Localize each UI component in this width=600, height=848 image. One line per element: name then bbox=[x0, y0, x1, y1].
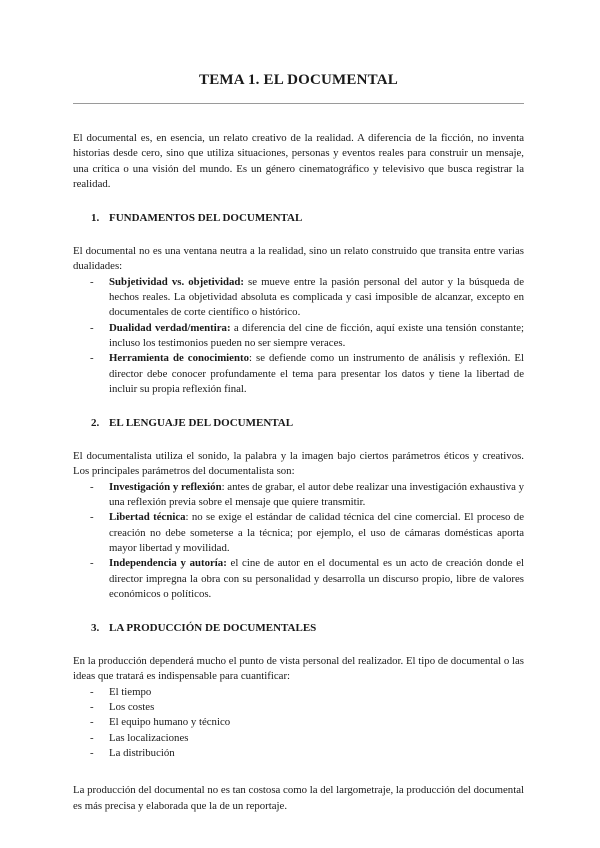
list-item-term: Subjetividad vs. objetividad: bbox=[109, 275, 244, 288]
bullet-list bbox=[73, 275, 524, 397]
list-item-term: Dualidad verdad/mentira: bbox=[109, 321, 231, 334]
list-item-term: Investigación y reflexión bbox=[109, 480, 222, 493]
list-item-text: el cine de autor en el documental es un acto de creación donde el director impregna la obra con su personalidad y desarrolla un discurso propio, libre de valores económicos o políticos. bbox=[109, 557, 524, 600]
intro-paragraph: El documental es, en esencia, un relato creativo de la realidad. A diferencia de la ficción, no inventa historias desde cero, sino que utiliza situaciones, personas y eventos reales para construir un mensaje, una crítica o una visión del mundo. Es un género cinematográfico y televisivo que busca registrar la realidad. bbox=[73, 132, 524, 190]
section-paragraph: El documentalista utiliza el sonido, la palabra y la imagen bajo ciertos parámetros éticos y creativos. Los principales parámetros del documentalista son: bbox=[73, 450, 524, 478]
list-item bbox=[73, 556, 524, 602]
page-title: TEMA 1. EL DOCUMENTAL bbox=[199, 72, 398, 88]
title-divider bbox=[73, 103, 524, 104]
section-heading-1 bbox=[73, 212, 524, 224]
list-item: - El equipo humano y técnico bbox=[73, 715, 524, 730]
list-item: - El tiempo bbox=[73, 685, 524, 700]
bullet-list bbox=[73, 685, 524, 761]
list-item-text: : antes de grabar, el autor debe realizar una investigación exhaustiva y una reflexión previa sobre el mensaje que quiere transmitir. bbox=[109, 480, 524, 509]
list-item bbox=[73, 510, 524, 556]
section-title: FUNDAMENTOS DEL DOCUMENTAL bbox=[109, 212, 303, 225]
bullet-list bbox=[73, 480, 524, 602]
closing-paragraph: La producción del documental no es tan costosa como la del largometraje, la producción del documental es más precisa y elaborada que la de un reportaje. bbox=[73, 784, 524, 812]
section-number: 3. bbox=[91, 622, 100, 635]
list-item bbox=[73, 480, 524, 511]
list-item-text: se mueve entre la pasión personal del autor y la búsqueda de hechos reales. La objetividad absoluta es complicada y casi imposible de alcanzar, excepto en documentales de corte científico o histórico. bbox=[109, 275, 524, 319]
list-item-term: Herramienta de conocimiento bbox=[109, 352, 249, 365]
section-number: 1. bbox=[91, 212, 100, 225]
section-paragraph: En la producción dependerá mucho el punto de vista personal del realizador. El tipo de documental o las ideas que tratará es indispensable para cuantificar: bbox=[73, 655, 524, 683]
list-item-text: : no se exige el estándar de calidad técnica del cine comercial. El proceso de creación no debe someterse a la técnica; por ejemplo, el uso de cámaras domésticas aporta mayor libertad y movilidad. bbox=[109, 511, 524, 554]
section-heading-3 bbox=[73, 622, 524, 634]
list-item: - Los costes bbox=[73, 700, 524, 715]
list-item-text: a diferencia del cine de ficción, aquí existe una tensión constante; incluso los testimonios pueden no ser siempre veraces. bbox=[109, 321, 524, 349]
list-item bbox=[73, 351, 524, 397]
section-title: EL LENGUAJE DEL DOCUMENTAL bbox=[109, 417, 294, 430]
list-item-text: : se defiende como un instrumento de análisis y reflexión. El director debe conocer profundamente el tema para presentar los datos y tiene la libertad de incluir su propia reflexión final. bbox=[109, 352, 524, 395]
section-heading-2 bbox=[73, 417, 524, 429]
section-paragraph: El documental no es una ventana neutra a la realidad, sino un relato construido que transita entre varias dualidades: bbox=[73, 245, 524, 273]
list-item: - Las localizaciones bbox=[73, 731, 524, 746]
list-item bbox=[73, 321, 524, 352]
section-title: LA PRODUCCIÓN DE DOCUMENTALES bbox=[109, 622, 317, 635]
list-item: - La distribución bbox=[73, 746, 524, 761]
list-item-term: Libertad técnica bbox=[109, 511, 186, 524]
list-item bbox=[73, 275, 524, 321]
list-item-term: Independencia y autoría: bbox=[109, 557, 227, 570]
section-number: 2. bbox=[91, 417, 100, 430]
